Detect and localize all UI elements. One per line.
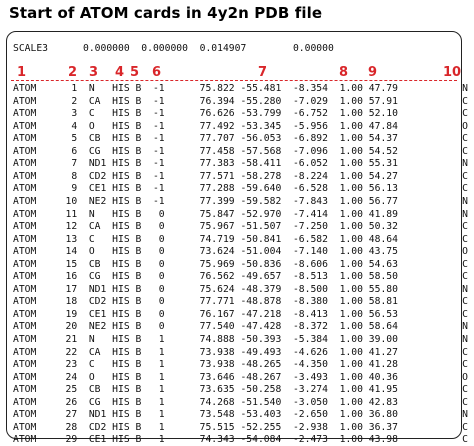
- atom-record-row: ATOM 1 N HIS B -1 75.822 -55.481 -8.354 1.00 47.79 N: [13, 83, 468, 94]
- atom-record-row: ATOM 6 CG HIS B -1 77.458 -57.568 -7.096 1.00 54.52 C: [13, 145, 468, 157]
- atom-record-row: ATOM 25 CB HIS B 1 73.635 -50.258 -3.274 1.00 41.95 C: [13, 384, 468, 396]
- atom-record-row: ATOM 5 CB HIS B -1 77.707 -56.053 -6.892 1.00 54.37 C: [13, 133, 468, 145]
- atom-record-row: ATOM 2 CA HIS B -1 76.394 -55.280 -7.029 1.00 57.91 C: [13, 95, 468, 107]
- atom-record-row: ATOM 29 CE1 HIS B 1 74.343 -54.084 -2.473 1.00 43.98 C: [13, 434, 468, 446]
- header-divider: [11, 80, 457, 81]
- column-number: 1: [17, 65, 27, 80]
- atom-record-row: ATOM 13 C HIS B 0 74.719 -50.841 -6.582 1.00 48.64 C: [13, 233, 468, 245]
- scale3-record: SCALE3 0.000000 0.000000 0.014907 0.00000: [13, 43, 334, 54]
- atom-record-row: ATOM 24 O HIS B 1 73.646 -48.267 -3.493 1.00 40.36 O: [13, 371, 468, 383]
- atom-record-row: ATOM 14 O HIS B 0 73.624 -51.004 -7.140 1.00 43.75 O: [13, 246, 468, 258]
- atom-record-row: ATOM 3 C HIS B -1 76.626 -53.799 -6.752 1.00 52.10 C: [13, 108, 468, 120]
- figure-title: Start of ATOM cards in 4y2n PDB file: [9, 4, 323, 22]
- atom-record-row: ATOM 21 N HIS B 1 74.888 -50.393 -5.384 1.00 39.00 N: [13, 334, 468, 345]
- column-number: 10: [443, 65, 462, 80]
- pdb-file-panel: [6, 31, 468, 446]
- column-number: 3: [89, 65, 99, 80]
- atom-record-row: ATOM 7 ND1 HIS B -1 77.383 -58.411 -6.052 1.00 55.31 N: [13, 158, 468, 170]
- atom-record-row: ATOM 27 ND1 HIS B 1 73.548 -53.403 -2.650 1.00 36.80 N: [13, 409, 468, 421]
- atom-record-row: ATOM 26 CG HIS B 1 74.268 -51.540 -3.050 1.00 42.83 C: [13, 396, 468, 408]
- column-number-header: [7, 65, 461, 81]
- atom-record-row: ATOM 11 N HIS B 0 75.847 -52.970 -7.414 1.00 41.89 N: [13, 208, 468, 220]
- atom-record-row: ATOM 18 CD2 HIS B 0 77.771 -48.878 -8.380 1.00 58.81 C: [13, 296, 468, 308]
- column-number: 6: [152, 65, 162, 80]
- atom-record-row: ATOM 28 CD2 HIS B 1 75.515 -52.255 -2.938 1.00 36.37 C: [13, 421, 468, 433]
- atom-record-row: ATOM 17 ND1 HIS B 0 75.624 -48.379 -8.500 1.00 55.80 N: [13, 283, 468, 295]
- atom-record-row: ATOM 20 NE2 HIS B 0 77.540 -47.428 -8.372 1.00 58.64 N: [13, 321, 468, 333]
- atom-record-row: ATOM 22 CA HIS B 1 73.938 -49.493 -4.626 1.00 41.27 C: [13, 346, 468, 358]
- atom-record-row: ATOM 19 CE1 HIS B 0 76.167 -47.218 -8.413 1.00 56.53 C: [13, 308, 468, 320]
- atom-record-row: ATOM 15 CB HIS B 0 75.969 -50.836 -8.606 1.00 54.63 C: [13, 258, 468, 270]
- atom-record-row: ATOM 16 CG HIS B 0 76.562 -49.657 -8.513 1.00 58.50 C: [13, 271, 468, 283]
- atom-record-row: ATOM 12 CA HIS B 0 75.967 -51.507 -7.250 1.00 50.32 C: [13, 221, 468, 233]
- atom-record-row: ATOM 9 CE1 HIS B -1 77.288 -59.640 -6.528 1.00 56.13 C: [13, 183, 468, 195]
- atom-record-row: ATOM 4 O HIS B -1 77.492 -53.345 -5.956 1.00 47.84 O: [13, 120, 468, 132]
- atom-record-row: ATOM 23 C HIS B 1 73.938 -48.265 -4.350 1.00 41.28 C: [13, 359, 468, 371]
- column-number: 8: [339, 65, 349, 80]
- atom-record-row: ATOM 10 NE2 HIS B -1 77.399 -59.582 -7.843 1.00 56.77 N: [13, 195, 468, 207]
- column-number: 4: [115, 65, 125, 80]
- column-number: 7: [258, 65, 268, 80]
- atom-record-row: ATOM 8 CD2 HIS B -1 77.571 -58.278 -8.224 1.00 54.27 C: [13, 170, 468, 182]
- column-number: 2: [68, 65, 78, 80]
- column-number: 9: [368, 65, 378, 80]
- column-number: 5: [130, 65, 140, 80]
